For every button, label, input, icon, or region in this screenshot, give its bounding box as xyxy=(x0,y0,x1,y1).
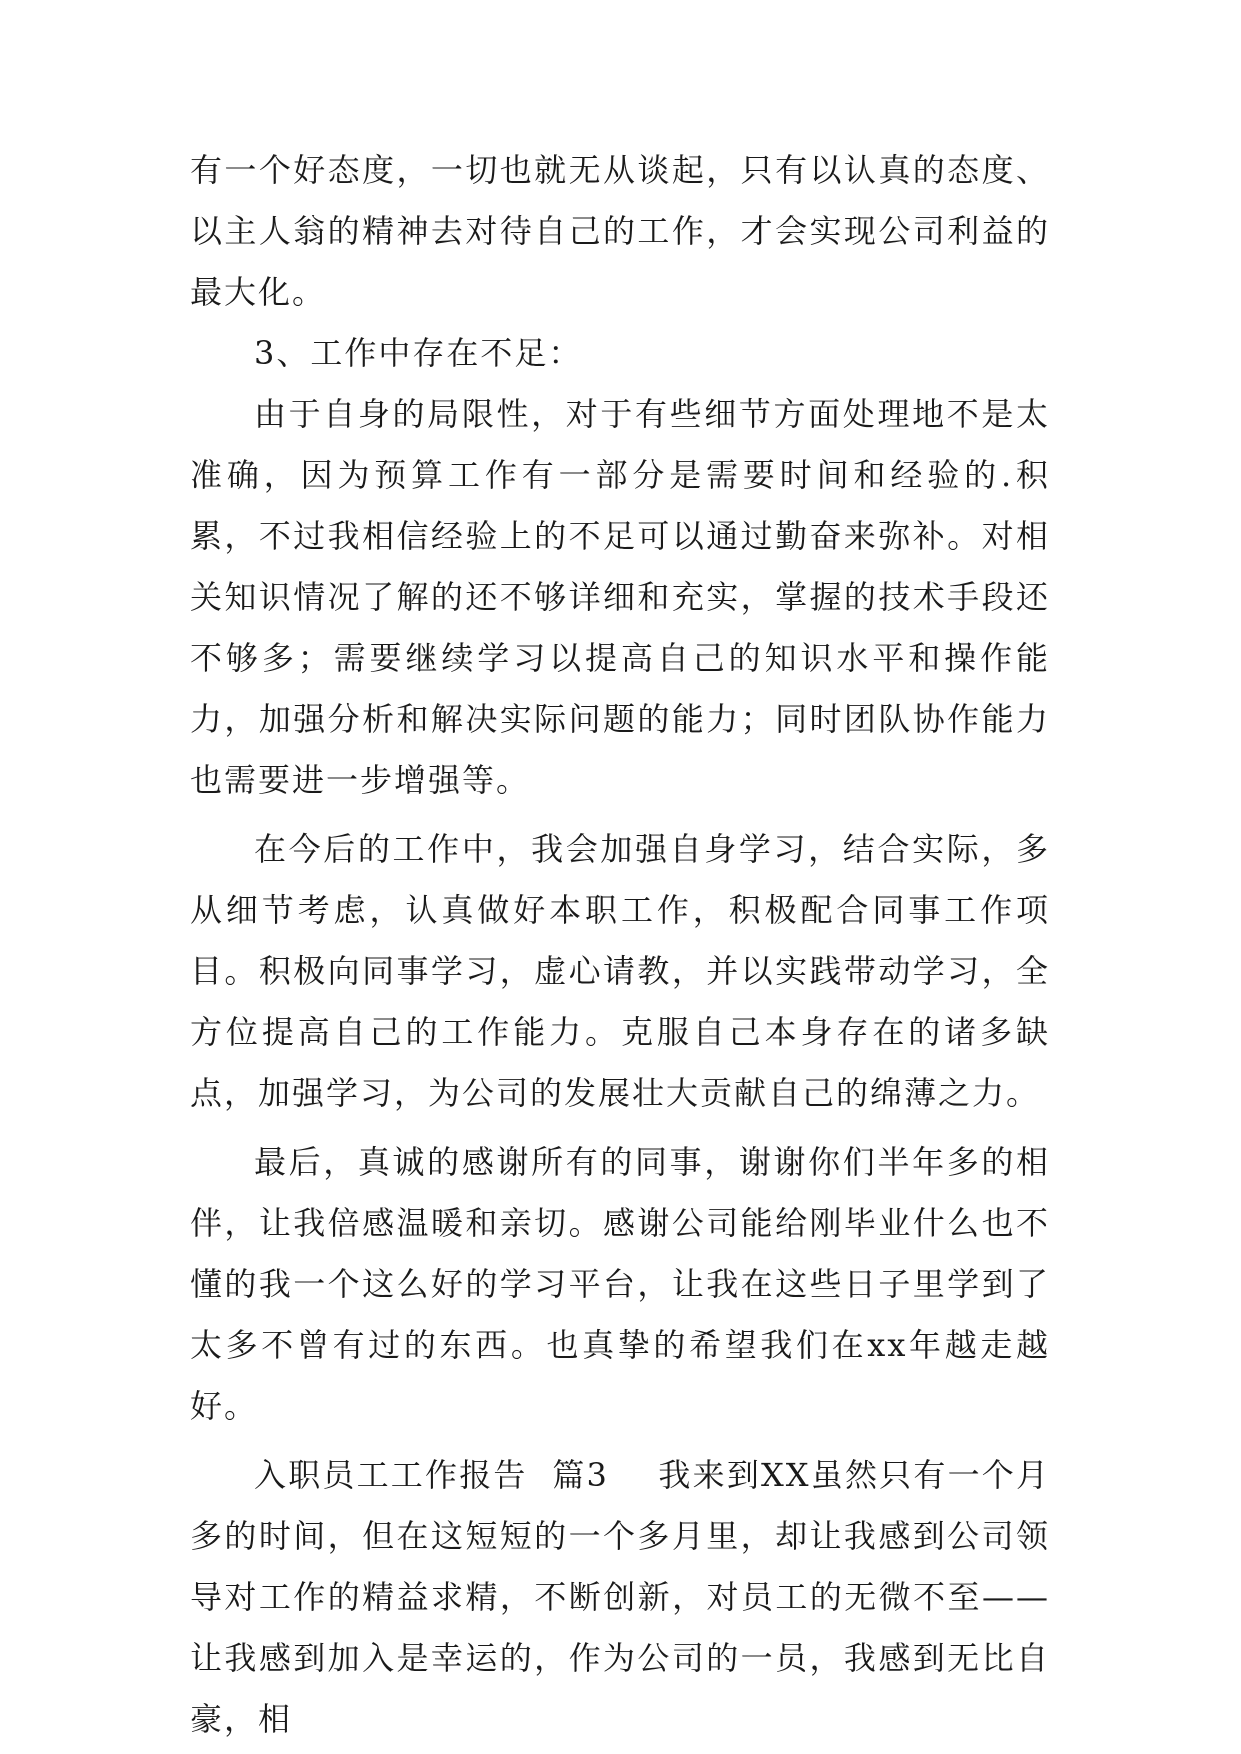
paragraph-attitude-continuation: 有一个好态度，一切也就无从谈起，只有以认真的态度、以主人翁的精神去对待自己的工作，才会实现公司利益的最大化。 xyxy=(190,151,1050,311)
paragraph-report-3-start: 入职员工工作报告 篇3 我来到XX虽然只有一个月多的时间，但在这短短的一个多月里，却让我感到公司领导对工作的精益求精，不断创新，对员工的无微不至——让我感到加入是幸运的，作为公司的一员，我感到无比自豪，相 xyxy=(190,1456,1050,1738)
paragraph-thanks: 最后，真诚的感谢所有的同事，谢谢你们半年多的相伴，让我倍感温暖和亲切。感谢公司能给刚毕业什么也不懂的我一个这么好的学习平台，让我在这些日子里学到了太多不曾有过的东西。也真挚的希望我们在xx年越走越好。 xyxy=(190,1143,1050,1425)
section-heading-shortcomings: 3、工作中存在不足： xyxy=(254,334,583,372)
paragraph-future-work: 在今后的工作中，我会加强自身学习，结合实际，多从细节考虑，认真做好本职工作，积极配合同事工作项目。积极向同事学习，虚心请教，并以实践带动学习，全方位提高自己的工作能力。克服自己本身存在的诸多缺点，加强学习，为公司的发展壮大贡献自己的绵薄之力。 xyxy=(190,830,1050,1112)
document-body xyxy=(190,140,1050,1750)
paragraph-shortcomings: 由于自身的局限性，对于有些细节方面处理地不是太准确，因为预算工作有一部分是需要时间和经验的.积累，不过我相信经验上的不足可以通过勤奋来弥补。对相关知识情况了解的还不够详细和充实，掌握的技术手段还不够多；需要继续学习以提高自己的知识水平和操作能力，加强分析和解决实际问题的能力；同时团队协作能力也需要进一步增强等。 xyxy=(190,395,1050,799)
